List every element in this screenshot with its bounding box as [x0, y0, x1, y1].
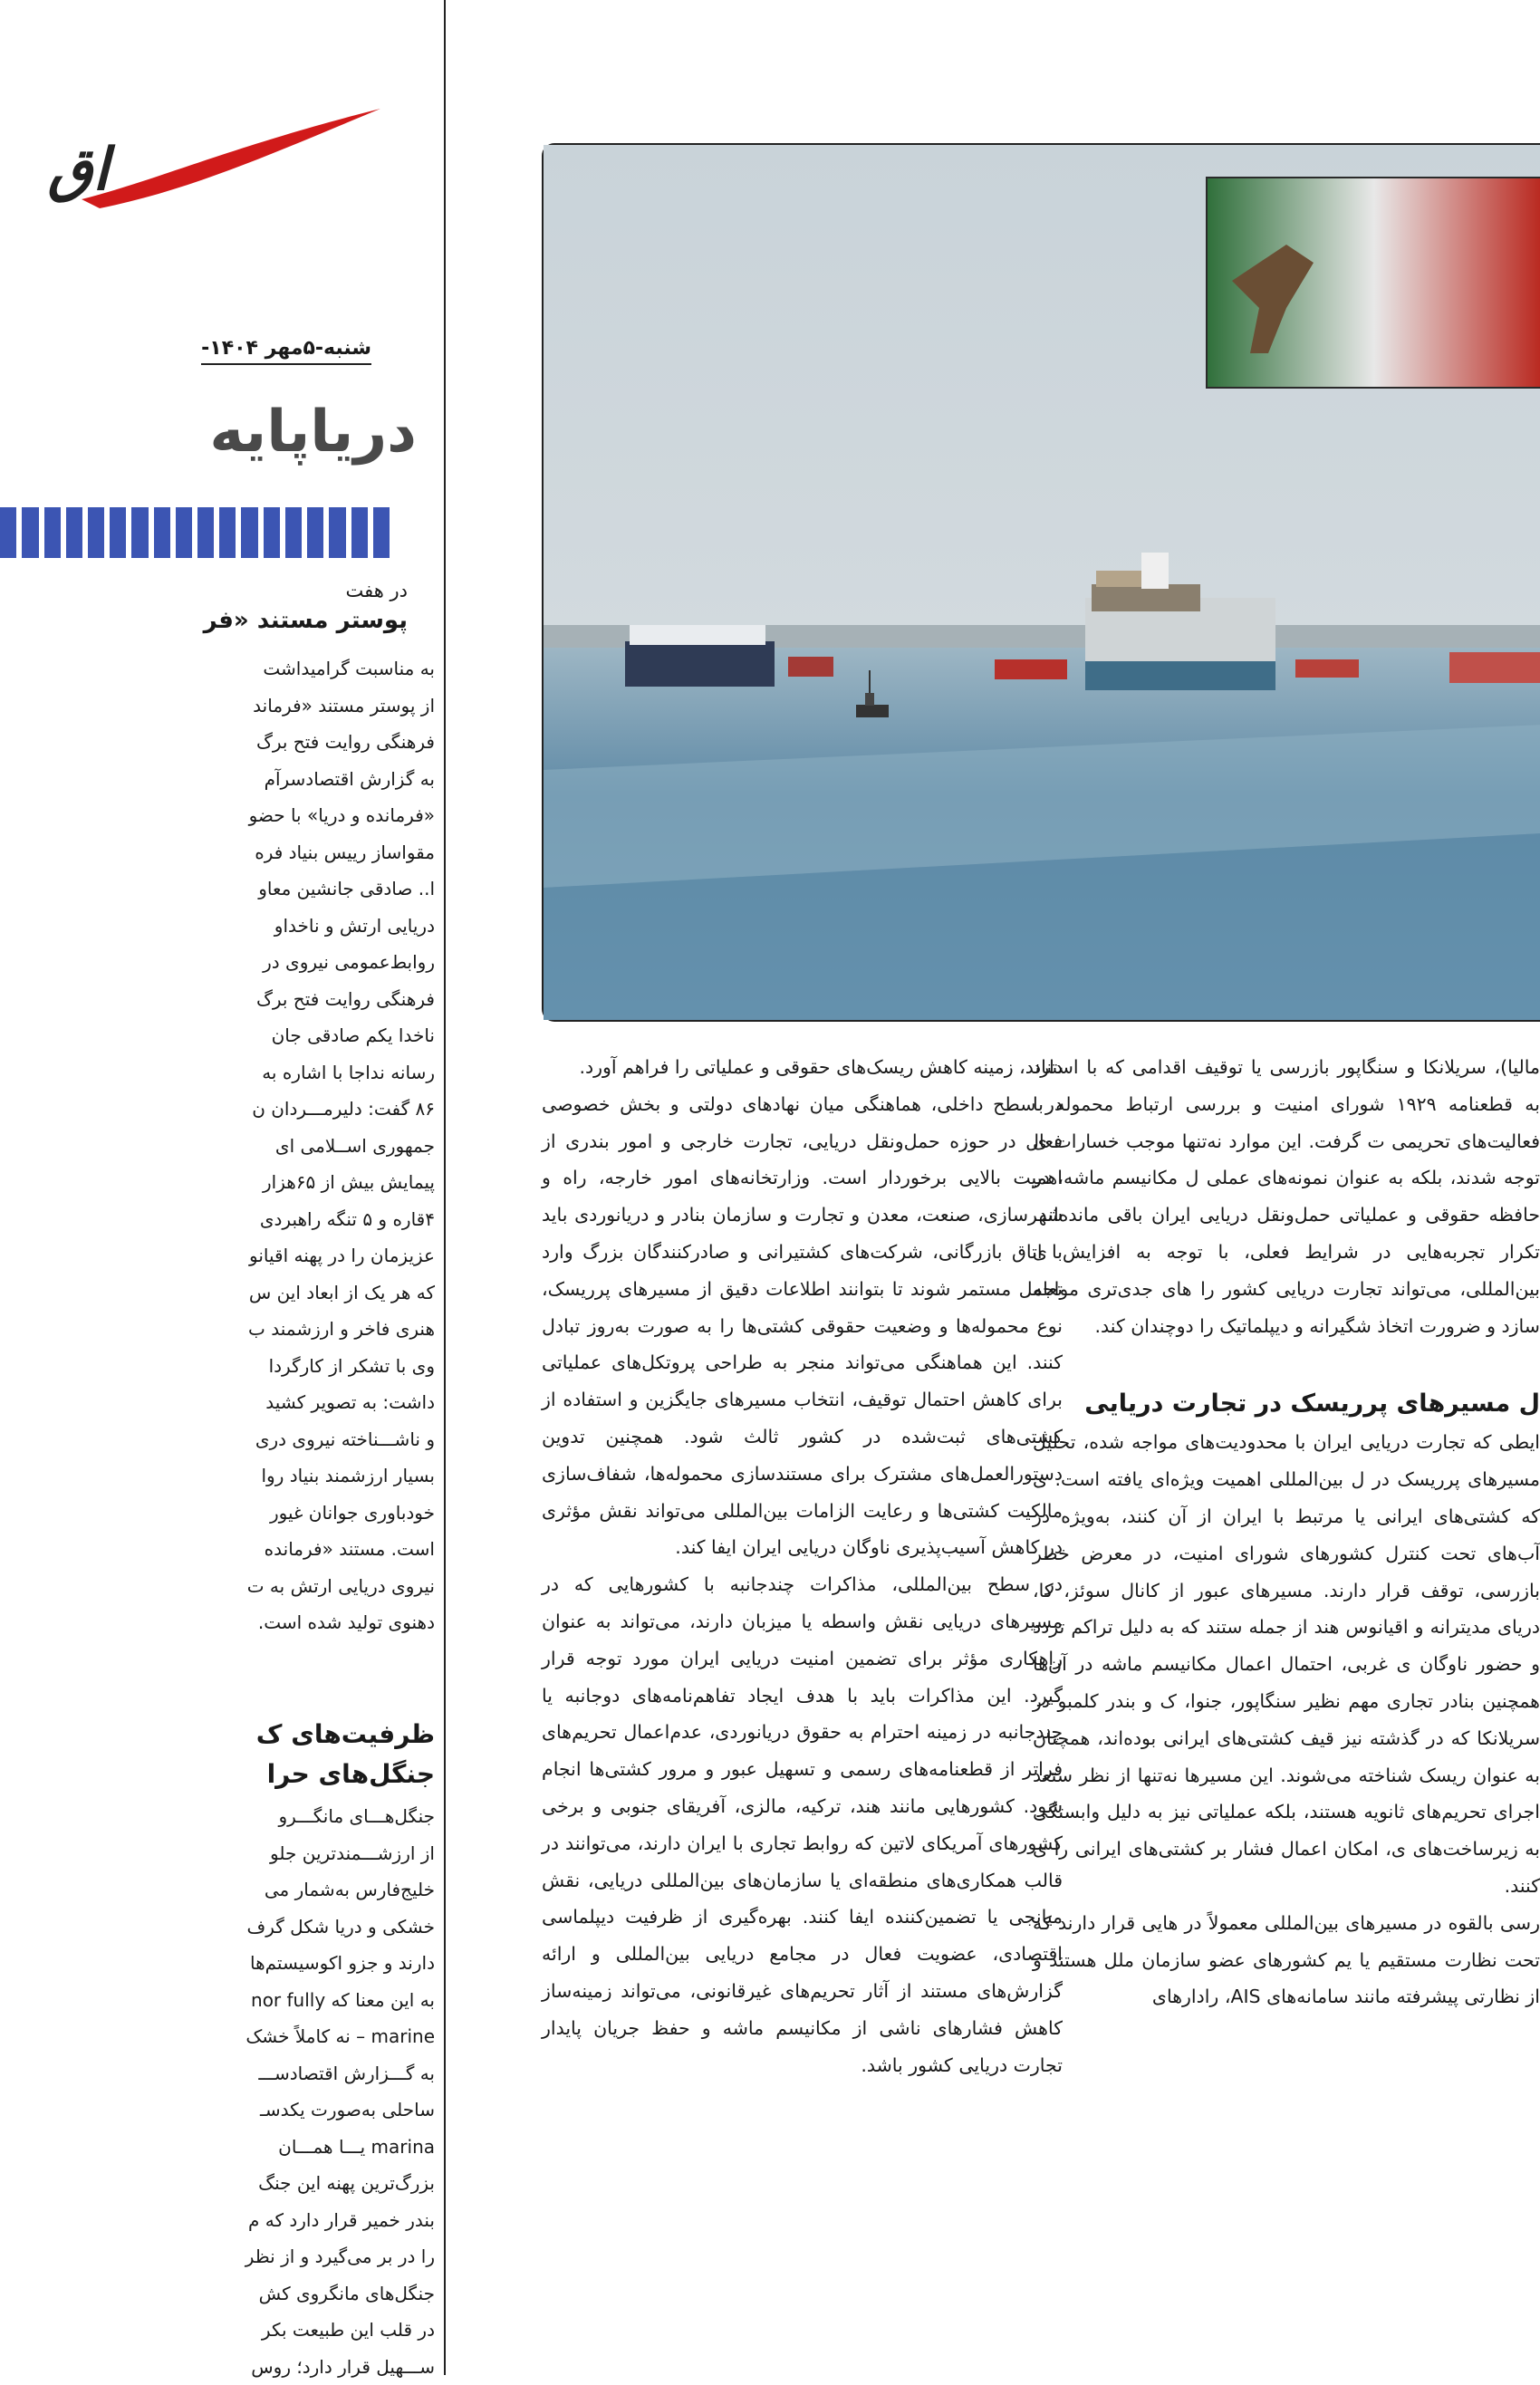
newspaper-logo: اق	[47, 136, 109, 204]
side-heading-2: ظرفیت‌های ک جنگل‌های حرا	[255, 1719, 435, 1789]
paragraph: دارند، زمینه کاهش ریسک‌های حقوقی و عملیاتی را فراهم آورد.	[579, 1056, 1063, 1078]
side-headline: دریاپایه	[209, 399, 417, 466]
article-column-right	[1033, 1049, 1540, 2375]
ship-left	[625, 625, 775, 687]
article-photo	[542, 143, 1540, 1022]
section-heading: ل مسیرهای پرریسک در تجارت دریایی	[1084, 1390, 1540, 1418]
side-headline-bar	[0, 507, 390, 558]
paragraph: رسی بالقوه در مسیرهای بین‌المللی معمولاً در هایی قرار دارند که تحت نظارت مستقیم یا یم کشورهای عضو سازمان ملل هستند و از نظارتی پیشرفته مانند سامانه‌های AIS، رادارهای	[1033, 1911, 1540, 2008]
side-body-2: جنگل‌هـــای مانگـــرو از ارزشـــمندترین جلو خلیج‌فارس به‌شمار می خشکی و دریا شکل گرف دارند و جزو اکوسیستم‌ها به این معنا که nor fully marine – نه کاملاً خشک به گـــزارش اقتصادســـ ساحلی به‌صورت یکدسـ marina یـــا همـــان بزرگ‌ترین پهنه این جنگ بندر خمیر قرار دارد که م را در بر می‌گیرد و از نظر جنگل‌های مانگروی کش در قلب این طبیعت بکر ســـهیل قرار دارد؛ روس	[245, 1805, 435, 2378]
logo-swoosh-icon	[82, 109, 408, 208]
issue-date: شنبه-۵مهر ۱۴۰۴-	[201, 337, 371, 365]
paragraph: مالیا)، سریلانکا و سنگاپور بازرسی یا توقیف اقدامی که با استناد به قطعنامه ۱۹۲۹ شورای امنیت و بررسی ارتباط محموله با فعالیت‌های تحریمی ت گرفت. این موارد نه‌تنها موجب خسارات ی توجه شدند، بلکه به عنوان نمونه‌های عملی ل مکانیسم ماشه، در حافظه حقوقی و عملیاتی حمل‌ونقل دریایی ایران باقی مانده‌اند. تکرار تجربه‌هایی در شرایط فعلی، با توجه به افزایش ی بین‌المللی، می‌تواند تجارت دریایی کشور را های جدی‌تری مواجه سازد و ضرورت اتخاذ شگیرانه و دیپلماتیک را دوچندان کند.	[1033, 1056, 1540, 1337]
paragraph: در سطح داخلی، هماهنگی میان نهادهای دولتی و بخش خصوصی فعال در حوزه حمل‌ونقل دریایی، تجارت خارجی و امور بندری از اهمیت بالایی برخوردار است. وزارتخانه‌های امور خارجه، راه و شهرسازی، صنعت، معدن و تجارت و سازمان بنادر و دریانوردی باید با اتاق بازرگانی، شرکت‌های کشتیرانی و صادرکنندگان بزرگ وارد تعامل مستمر شوند تا بتوانند اطلاعات دقیق از مسیرهای پرریسک، نوع محموله‌ها و وضعیت حقوقی کشتی‌ها را به صورت به‌روز تبادل کنند. این هماهنگی می‌تواند منجر به طراحی پروتکل‌های عملیاتی برای کاهش احتمال توقیف، انتخاب مسیرهای جایگزین و استفاده از کشتی‌های ثبت‌شده در کشور ثالث شود. همچنین تدوین دستورالعمل‌های مشترک برای مستندسازی محموله‌ها، شفاف‌سازی مالکیت کشتی‌ها و رعایت الزامات بین‌المللی می‌تواند نقش مؤثری در کاهش آسیب‌پذیری ناوگان دریایی ایران ایفا کند.	[542, 1092, 1063, 1559]
side-inner	[0, 0, 435, 2378]
paragraph: در سطح بین‌المللی، مذاکرات چندجانبه با کشورهایی که در مسیرهای دریایی نقش واسطه یا میزبان دارند، می‌تواند به عنوان راهکاری مؤثر برای تضمین امنیت دریایی ایران مورد توجه قرار گیرد. این مذاکرات باید با هدف ایجاد تفاهم‌نامه‌های دوجانبه یا چندجانبه در زمینه احترام به حقوق دریانوردی، عدم‌اعمال تحریم‌های فراتر از قطعنامه‌های رسمی و تسهیل عبور و مرور کشتی‌ها انجام شود. کشورهایی مانند هند، ترکیه، مالزی، آفریقای جنوبی و برخی کشورهای آمریکای لاتین که روابط تجاری با ایران دارند، می‌توانند در قالب همکاری‌های منطقه‌ای یا سازمان‌های بین‌المللی دریایی، نقش میانجی یا تضمین‌کننده ایفا کنند. بهره‌گیری از ظرفیت دیپلماسی اقتصادی، عضویت فعال در مجامع دریایی بین‌المللی و ارائه گزارش‌های مستند از آثار تحریم‌های غیرقانونی، می‌تواند زمینه‌ساز کاهش فشارهای ناشی از مکانیسم ماشه و حفظ جریان پایدار تجارت دریایی کشور باشد.	[542, 1573, 1063, 2076]
side-body: به مناسبت گرامیداشت از پوستر مستند «فرماند فرهنگی روایت فتح برگ به گزارش اقتصادسرآم «فرمانده و دریا» با حضو مقواساز رییس بنیاد فره ا.. صادقی جانشین معاو دریایی ارتش و ناخداو روابط‌عمومی نیروی در فرهنگی روایت فتح برگ ناخدا یکم صادقی جان رسانه نداجا با اشاره به ۸۶ گفت: دلیرمـــردان ن جمهوری اســلامی ای پیمایش بیش از ۶۵هزار ۴قاره و ۵ تنگه راهبردی عزیزمان را در پهنه اقیانو که هر یک از ابعاد این س هنری فاخر و ارزشمند ب وی با تشکر از کارگردا داشت: به تصویر کشید و ناشـــناخته نیروی دری بسیار ارزشمند بنیاد روا خودباوری جوانان غیور است. مستند «فرمانده نیروی دریایی ارتش به ت دهنوی تولید شده است.	[246, 658, 435, 1633]
paragraph: ایطی که تجارت دریایی ایران با محدودیت‌های مواجه شده، تحلیل مسیرهای پرریسک در ل بین‌المللی اهمیت ویژه‌ای یافته است. ی که کشتی‌های ایرانی یا مرتبط با ایران از آن کنند، به‌ویژه در آب‌های تحت کنترل کشورهای شورای امنیت، در معرض خطر بازرسی، توقف قرار دارند. مسیرهای عبور از کانال سوئز، کا، دریای مدیترانه و اقیانوس هند از جمله ستند که به دلیل تراکم تردد و حضور ناوگان ی غربی، احتمال اعمال مکانیسم ماشه در آن‌ها همچنین بنادر تجاری مهم نظیر سنگاپور، جنوا، ک و بندر کلمبو در سریلانکا که در گذشته نیز قیف کشتی‌های ایرانی بوده‌اند، همچنان به عنوان ریسک شناخته می‌شوند. این مسیرها نه‌تنها از نظر ستعد اجرای تحریم‌های ثانویه هستند، بلکه عملیاتی نیز به دلیل وابستگی به زیرساخت‌های ی، امکان اعمال فشار بر کشتی‌های ایرانی را ی کنند.	[1033, 1431, 1540, 1897]
mechanism-poster	[1207, 178, 1540, 388]
article-column-middle	[542, 1049, 1063, 2375]
left-side-column	[47, 0, 446, 2378]
ship-photo-illustration	[544, 145, 1540, 1020]
side-subhead: در هفت	[345, 580, 408, 601]
side-kicker: پوستر مستند «فر	[203, 607, 408, 634]
